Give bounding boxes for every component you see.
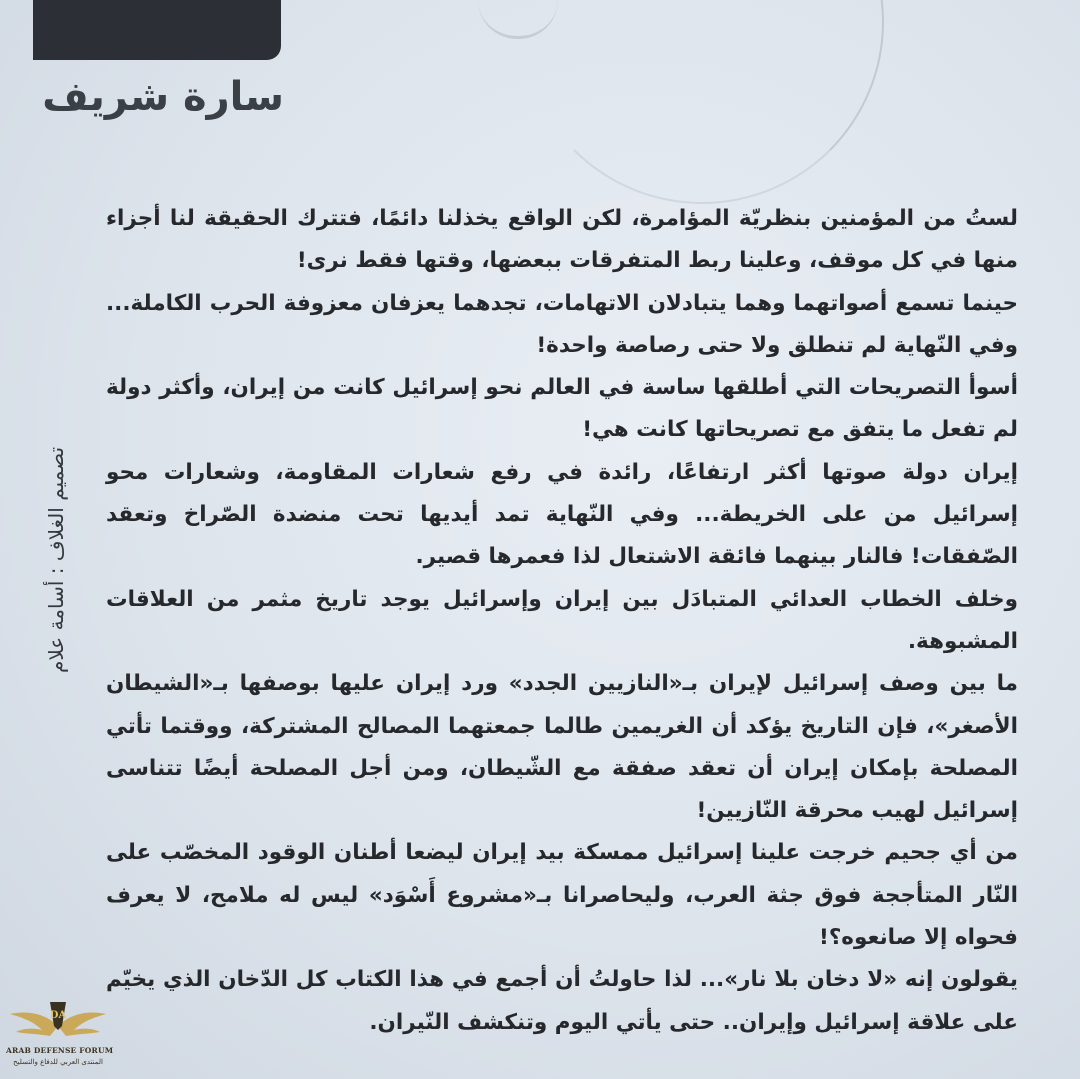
cover-design-credit: تصميم الغلاف : أسامة علام	[44, 446, 68, 674]
blurb-paragraph: وخلف الخطاب العدائي المتبادَل بين إيران وإسرائيل يوجد تاريخ مثمر من العلاقات المشبوهة.	[106, 586, 1018, 654]
watermark-name-ar: المنتدى العربي للدفاع والتسليح	[13, 1058, 103, 1066]
cover-top-tab	[33, 0, 281, 60]
blurb-paragraph: إيران دولة صوتها أكثر ارتفاعًا، رائدة في رفع شعارات المقاومة، وشعارات محو إسرائيل من على الخريطة... وفي النّهاية تمد أيديها تحت منضدة الصّراخ وتعقد الصّفقات! فالنار بينهما فائقة الاشتعال لذا فعمرها قصير.	[106, 459, 1018, 570]
circle-outline	[520, 0, 884, 204]
blurb-paragraph: حينما تسمع أصواتهما وهما يتبادلان الاتهامات، تجدهما يعزفان معزوفة الحرب الكاملة... وفي النّهاية لم تنطلق ولا حتى رصاصة واحدة!	[106, 290, 1018, 358]
blurb-paragraph: من أي جحيم خرجت علينا إسرائيل ممسكة بيد إيران ليضعا أطنان الوقود المخصّب على النّار المتأججة فوق جثة العرب، وليحاصرانا بـ«مشروع أَسْوَد» ليس له ملامح، لا يعرف فحواه إلا صانعوه؟!	[106, 840, 1018, 951]
watermark-name-en: ARAB DEFENSE FORUM	[6, 1046, 114, 1055]
blurb-paragraph: لستُ من المؤمنين بنظريّة المؤامرة، لكن الواقع يخذلنا دائمًا، فتترك الحقيقة لنا أجزاء منها في كل موقف، وعلينا ربط المتفرقات ببعضها، وقتها فقط نرى!	[106, 206, 1018, 274]
eagle-wings-icon	[6, 996, 110, 1044]
blurb-paragraph: أسوأ التصريحات التي أطلقها ساسة في العالم نحو إسرائيل كانت من إيران، وأكثر دولة لم تفعل ما يتفق مع تصريحاتها كانت هي!	[106, 375, 1018, 443]
arab-defense-forum-watermark	[6, 996, 114, 1076]
blurb-paragraph: ما بين وصف إسرائيل لإيران بـ«النازيين الجدد» ورد إيران عليها بوصفها بـ«الشيطان الأصغر»، فإن التاريخ يؤكد أن الغريمين طالما جمعتهما المصالح المشتركة، ووقتما تأتي المصلحة بإمكان إيران أن تعقد صفقة مع الشّيطان، ومن أجل المصلحة أيضًا تتناسى إسرائيل لهيب محرقة النّازيين!	[106, 671, 1018, 824]
blurb-paragraph: يقولون إنه «لا دخان بلا نار»... لذا حاولتُ أن أجمع في هذا الكتاب كل الدّخان الذي يخيّم على علاقة إسرائيل وإيران.. حتى يأتي اليوم وتنكشف النّيران.	[106, 967, 1018, 1035]
author-name: سارة شريف	[42, 74, 284, 120]
back-cover-blurb	[106, 198, 1018, 1035]
watermark-logo-text: DA	[49, 1010, 67, 1021]
